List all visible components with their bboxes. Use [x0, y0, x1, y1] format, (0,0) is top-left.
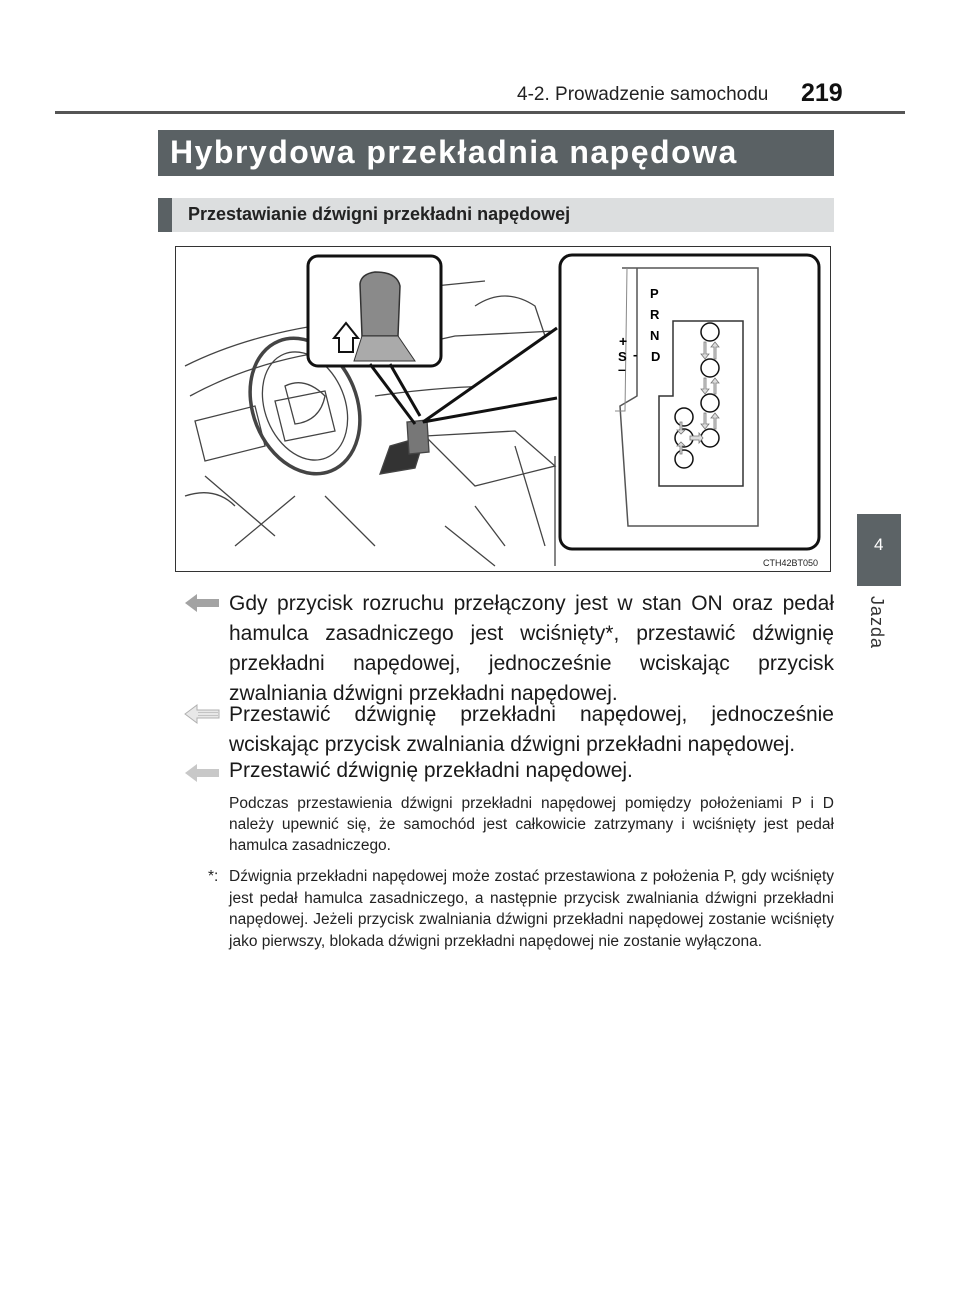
arrow-outline-icon [184, 704, 220, 724]
gate-label-plus: + [619, 333, 628, 349]
arrow-solid-icon [184, 593, 220, 613]
shift-lever-illustration [175, 246, 831, 572]
gate-position-plus [675, 408, 693, 426]
gate-label-r: R [650, 307, 660, 322]
arrow-light-icon [184, 763, 220, 783]
header-rule [55, 111, 905, 114]
section-title: Hybrydowa przekładnia napędowa [170, 134, 738, 170]
instruction-2: Przestawić dźwignię przekładni napędowej, jednocześnie wciskając przycisk zwalniania dźwigni przekładni napędowej. [229, 703, 834, 756]
gate-position-d [701, 429, 719, 447]
section-title-bar [158, 130, 834, 176]
gate-label-s: S [618, 349, 627, 364]
caution-note: Podczas przestawienia dźwigni przekładni napędowej pomiędzy położeniami P i D należy upewnić się, że samochód jest całkowicie zatrzymany i wciśnięty jest pedał hamulca zasadniczego. [229, 795, 834, 854]
figure-code: CTH42BT050 [763, 558, 819, 568]
chapter-tab-label: Jazda [867, 596, 887, 650]
header-section-title: 4-2. Prowadzenie samochodu [517, 84, 769, 105]
subsection-title-bar [158, 198, 834, 232]
gate-position-n [701, 394, 719, 412]
gate-position-minus [675, 450, 693, 468]
instruction-3: Przestawić dźwignię przekładni napędowej. [229, 759, 633, 782]
footnote-text: Dźwignia przekładni napędowej może zostać przestawiona z położenia P, gdy wciśnięty jest pedał hamulca zasadniczego, a następnie przycisk zwalniania dźwigni przekładni napędowej. Jeżeli przycisk zwalniania dźwigni przekładni napędowej zostanie wciśnięty jako pierwszy, blokada dźwigni przekładni napędowej nie zostanie wyłączona. [229, 868, 834, 950]
gate-label-dash: - [633, 347, 638, 362]
chapter-tab[interactable] [857, 514, 901, 586]
subsection-title: Przestawianie dźwigni przekładni napędowej [188, 204, 571, 224]
chapter-tab-number: 4 [874, 535, 884, 554]
instruction-1: Gdy przycisk rozruchu przełączony jest w stan ON oraz pedał hamulca zasadniczego jest wciśnięty*, przestawić dźwignię przekładni napędowej, jednocześnie wciskając przycisk zwalniania dźwigni przekładni napędowej. [229, 592, 834, 705]
page-number: 219 [801, 79, 843, 107]
gate-position-p [701, 323, 719, 341]
footnote-marker: *: [208, 868, 219, 885]
gate-label-p: P [650, 286, 659, 301]
gate-label-d: D [651, 349, 661, 364]
gate-position-r [701, 359, 719, 377]
gate-inset [560, 255, 819, 549]
gate-label-n: N [650, 328, 660, 343]
gate-label-minus: – [618, 361, 626, 377]
